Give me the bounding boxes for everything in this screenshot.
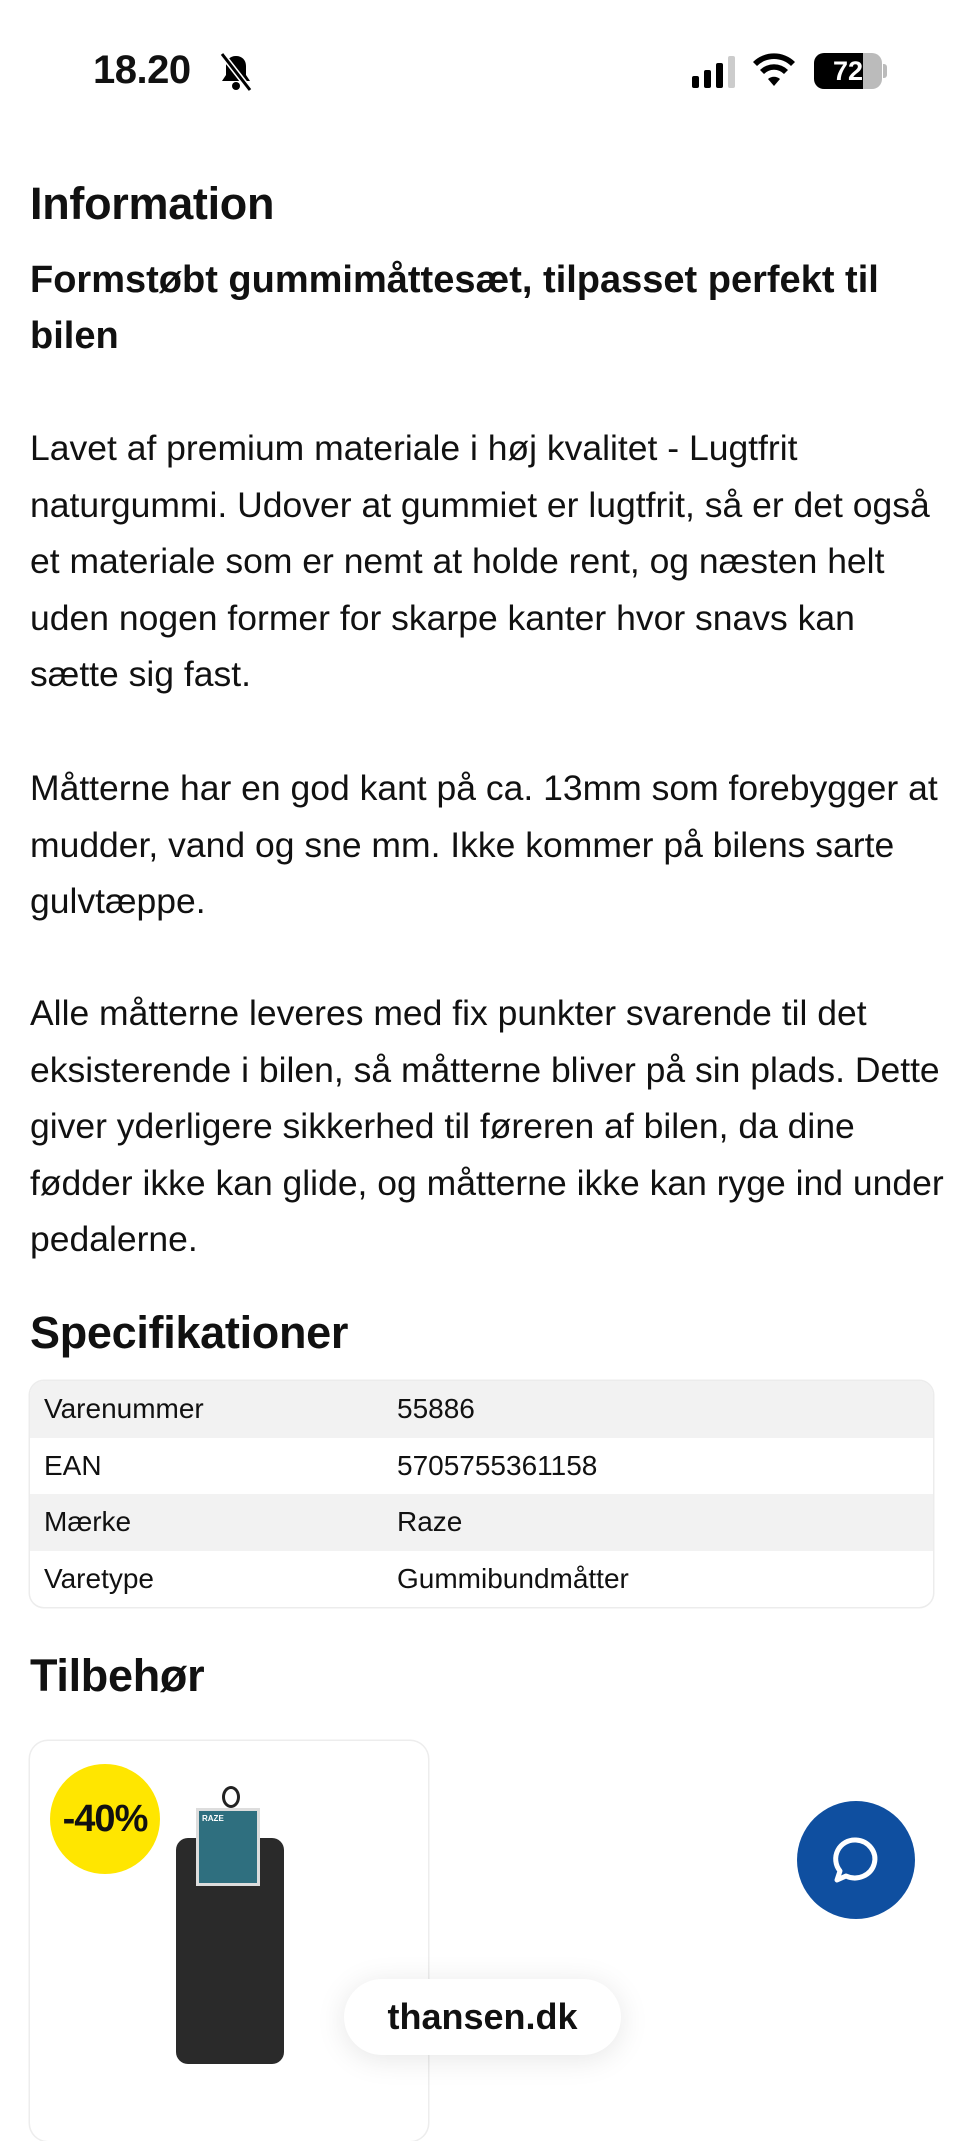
specifications-heading: Specifikationer (30, 1307, 349, 1358)
table-row (30, 1494, 933, 1551)
spec-key: Mærke (44, 1506, 132, 1538)
chat-bubble-icon (828, 1832, 884, 1888)
battery-tip (883, 64, 887, 78)
information-heading: Information (30, 178, 275, 229)
url-bar-domain[interactable]: thansen.dk (344, 1979, 621, 2055)
accessories-heading: Tilbehør (30, 1650, 205, 1701)
status-time: 18.20 (93, 48, 191, 92)
spec-value: Gummibundmåtter (397, 1562, 629, 1594)
wifi-icon (752, 52, 796, 88)
cellular-signal-icon (690, 54, 738, 88)
table-row (30, 1381, 933, 1438)
discount-badge: -40% (50, 1764, 160, 1874)
table-row (30, 1438, 933, 1495)
spec-key: Varenummer (44, 1393, 204, 1425)
spec-value: 5705755361158 (397, 1449, 598, 1481)
specifications-table (30, 1381, 933, 1607)
chat-button[interactable] (797, 1801, 915, 1919)
spec-value: Raze (397, 1506, 463, 1538)
spec-key: EAN (44, 1449, 102, 1481)
product-subtitle: Formstøbt gummimåttesæt, tilpasset perfekt til bilen (30, 259, 879, 357)
spec-key: Varetype (44, 1562, 154, 1594)
bell-muted-icon (218, 52, 254, 92)
spec-value: 55886 (397, 1393, 475, 1425)
status-bar (0, 0, 960, 140)
product-image-label: RAZE (196, 1808, 260, 1886)
description-paragraph: Lavet af premium materiale i høj kvalitet - Lugtfrit naturgummi. Udover at gummiet er lugtfrit, så er det også et materiale som er nemt at holde rent, og næsten helt uden nogen former for skarpe kanter hvor snavs kan sætte sig fast. (30, 428, 930, 694)
battery-indicator: 72 (814, 53, 882, 89)
description-paragraph: Alle måtterne leveres med fix punkter svarende til det eksisterende i bilen, så måtterne bliver på sin plads. Dette giver yderligere sikkerhed til føreren af bilen, da dine fødder ikke kan glide, og måtterne ikke kan ryge ind under pedalerne. (30, 993, 944, 1259)
description-paragraph: Måtterne har en god kant på ca. 13mm som forebygger at mudder, vand og sne mm. Ikke kommer på bilens sarte gulvtæppe. (30, 768, 938, 921)
product-image-hook (222, 1786, 240, 1808)
table-row (30, 1551, 933, 1608)
